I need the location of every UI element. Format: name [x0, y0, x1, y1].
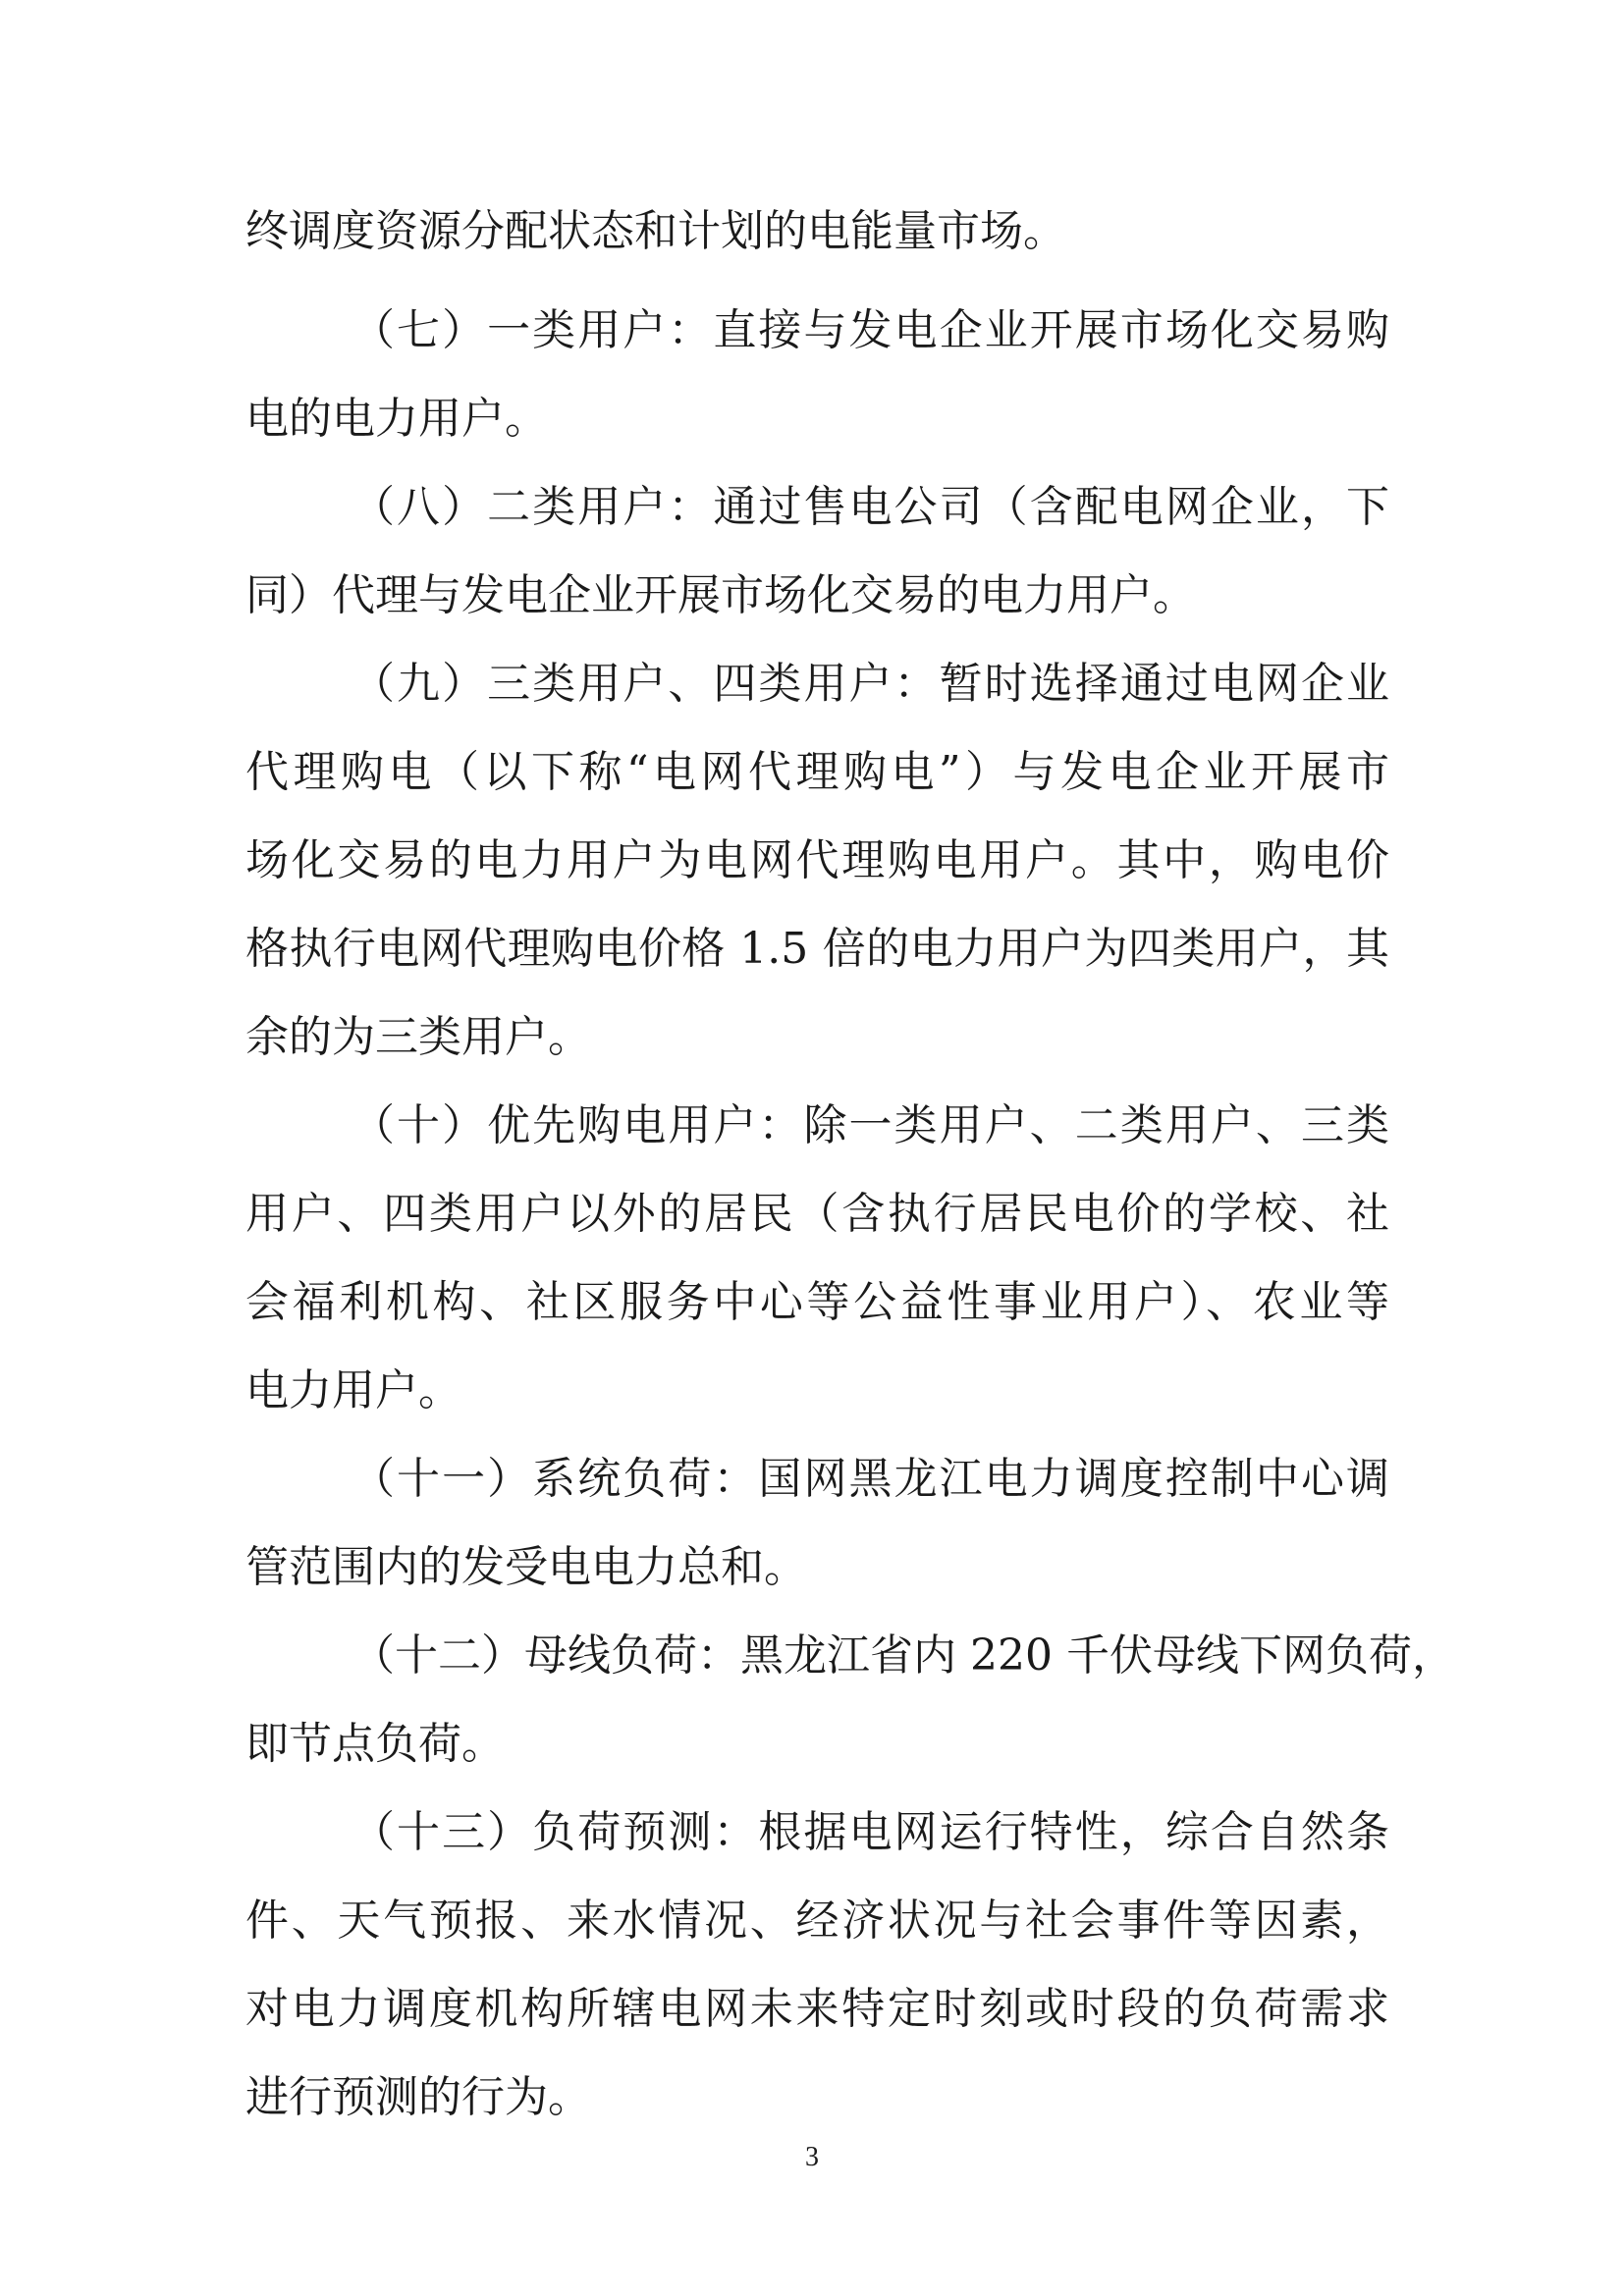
text-line: 管范围内的发受电电力总和。	[245, 1542, 807, 1592]
text-line: 同）代理与发电企业开展市场化交易的电力用户。	[245, 570, 1196, 620]
page-number: 3	[805, 2142, 819, 2172]
text-line: （九）三类用户、四类用户：暂时选择通过电网企业	[352, 659, 1389, 709]
text-line: （十三）负荷预测：根据电网运行特性，综合自然条	[352, 1807, 1389, 1857]
text-line: （七）一类用户：直接与发电企业开展市场化交易购	[352, 305, 1389, 355]
text-line: 代理购电（以下称“电网代理购电”）与发电企业开展市	[245, 747, 1389, 797]
text-line: 电力用户。	[245, 1365, 461, 1415]
text-line: 件、天气预报、来水情况、经济状况与社会事件等因素，	[245, 1896, 1389, 1946]
text-line: （十二）母线负荷：黑龙江省内 220 千伏母线下网负荷，	[352, 1630, 1455, 1681]
text-line: 场化交易的电力用户为电网代理购电用户。其中，购电价	[245, 835, 1389, 885]
text-line: 格执行电网代理购电价格 1.5 倍的电力用户为四类用户，其	[245, 924, 1389, 974]
text-line: 用户、四类用户以外的居民（含执行居民电价的学校、社	[245, 1189, 1389, 1239]
text-line: 电的电力用户。	[245, 394, 548, 444]
text-line: 终调度资源分配状态和计划的电能量市场。	[245, 206, 1066, 256]
text-line: 余的为三类用户。	[245, 1012, 591, 1062]
text-line: 会福利机构、社区服务中心等公益性事业用户）、农业等	[245, 1277, 1389, 1327]
text-line: 即节点负荷。	[245, 1719, 505, 1769]
text-line: 对电力调度机构所辖电网未来特定时刻或时段的负荷需求	[245, 1984, 1389, 2034]
text-line: （八）二类用户：通过售电公司（含配电网企业，下	[352, 482, 1389, 532]
text-line: （十一）系统负荷：国网黑龙江电力调度控制中心调	[352, 1454, 1389, 1504]
text-line: （十）优先购电用户：除一类用户、二类用户、三类	[352, 1100, 1389, 1150]
text-line: 进行预测的行为。	[245, 2072, 591, 2122]
